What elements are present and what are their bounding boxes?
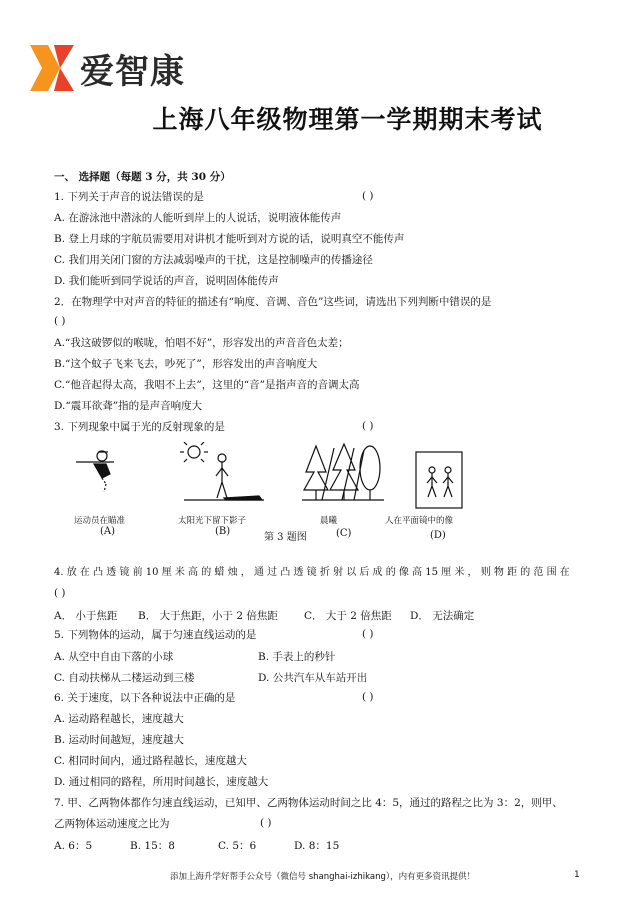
q2-option-c: C.“他音起得太高，我唱不上去”，这里的“音”是指声音的音调太高 [54,379,360,391]
q7-answer-paren: ( ) [260,817,272,829]
mirror-illustration [416,452,462,508]
q1-option-d: D. 我们能听到同学说话的声音，说明固体能传声 [54,275,279,287]
q3-figure-label: 第 3 题图 [264,532,307,543]
q4-option-b: B． 大于焦距，小于 2 倍焦距 [138,610,278,622]
logo-text: 爱智康 [80,51,185,92]
q3-caption-a: 运动员在瞄准 [74,516,126,526]
q6-answer-paren: ( ) [362,691,374,703]
q6-stem: 6. 关于速度，以下各种说法中正确的是 [54,692,236,704]
q7-stem-continued: 乙两物体运动速度之比为 [54,818,170,830]
q5-option-b: B. 手表上的秒针 [258,651,336,663]
q6-option-a: A. 运动路程越长，速度越大 [54,713,184,725]
q4-option-a: A． 小于焦距 [54,610,118,622]
q3-letter-b: (B) [215,526,231,537]
q3-figure [54,442,574,546]
q5-options-row1 [54,649,336,664]
q2-answer-paren: ( ) [54,315,66,327]
q5-answer-paren: ( ) [362,628,374,640]
q3-stem: 3. 下列现象中属于光的反射现象的是 [54,421,225,433]
q7-stem: 7. 甲、乙两物体都作匀速直线运动，已知甲、乙两物体运动时间之比 4：5，通过的路程之比为 3：2，则甲、 [54,797,563,809]
q5-stem: 5. 下列物体的运动，属于匀速直线运动的是 [54,629,257,641]
page-footer: 添加上海升学好帮手公众号（微信号 shanghai-izhikang），内有更多资讯提供！ [170,872,476,882]
q3-caption-d: 人在平面镜中的像 [385,516,454,526]
q1-option-b: B. 登上月球的宇航员需要用对讲机才能听到对方说的话，说明真空不能传声 [54,233,405,245]
q1-answer-paren: ( ) [362,190,374,202]
q2-option-d: D.“震耳欲聋”指的是声音响度大 [54,400,203,412]
page-number: 1 [574,870,580,880]
q3-caption-b: 太阳光下留下影子 [178,516,247,526]
q3-letter-d: (D) [430,530,446,541]
section-heading: 一、 选择题（每题 3 分，共 30 分） [54,171,231,183]
page-title: 上海八年级物理第一学期期末考试 [152,105,543,134]
sun-shadow-illustration [180,442,264,500]
q7-option-a: A. 6：5 [54,840,93,852]
q4-answer-paren: ( ) [54,587,66,599]
q1-stem: 1. 下列关于声音的说法错误的是 [54,191,204,203]
q3-letter-a: (A) [100,526,116,537]
q5-option-a: A. 从空中自由下落的小球 [54,651,174,663]
q3-caption-c: 晨曦 [320,516,338,526]
forest-rays-illustration [302,444,384,500]
q1-option-a: A. 在游泳池中潜泳的人能听到岸上的人说话，说明液体能传声 [54,212,342,224]
q5-option-d: D. 公共汽车从车站开出 [258,672,368,684]
q4-options [54,608,475,623]
q4-option-d: D． 无法确定 [410,610,475,622]
shooter-illustration [76,451,114,492]
q3-letter-c: (C) [336,528,352,539]
q7-option-b: B. 15：8 [130,840,175,852]
q2-option-a: A.“我这破锣似的喉咙，怕唱不好”，形容发出的声音音色太差； [54,337,349,349]
q4-option-c: C． 大于 2 倍焦距 [304,610,392,622]
q7-option-d: D. 8：15 [294,840,340,852]
q2-stem: 2．在物理学中对声音的特征的描述有“响度、音调、音色”这些词，请选出下列判断中错误的是 [54,296,492,308]
q7-options [54,838,340,853]
q6-option-d: D. 通过相同的路程，所用时间越长，速度越大 [54,776,269,788]
q6-option-b: B. 运动时间越短，速度越大 [54,734,184,746]
brand-logo [30,44,185,92]
logo-mark-icon [30,45,74,91]
q5-options-row2 [54,670,368,685]
q5-option-c: C. 自动扶梯从二楼运动到三楼 [54,672,195,684]
q6-option-c: C. 相同时间内，通过路程越长，速度越大 [54,755,247,767]
q3-answer-paren: ( ) [362,420,374,432]
q2-option-b: B.“这个蚊子飞来飞去，吵死了”，形容发出的声音响度大 [54,358,318,370]
q1-option-c: C. 我们用关闭门窗的方法减弱噪声的干扰，这是控制噪声的传播途径 [54,254,373,266]
q7-option-c: C. 5：6 [218,840,257,852]
q4-stem: 4. 放 在 凸 透 镜 前 10 厘 米 高 的 蜡 烛 ， 通 过 凸 透 镜 折 射 以 后 成 的 像 高 15 厘 米 ， 则 物 距 的 范 围 在 [54,567,570,578]
